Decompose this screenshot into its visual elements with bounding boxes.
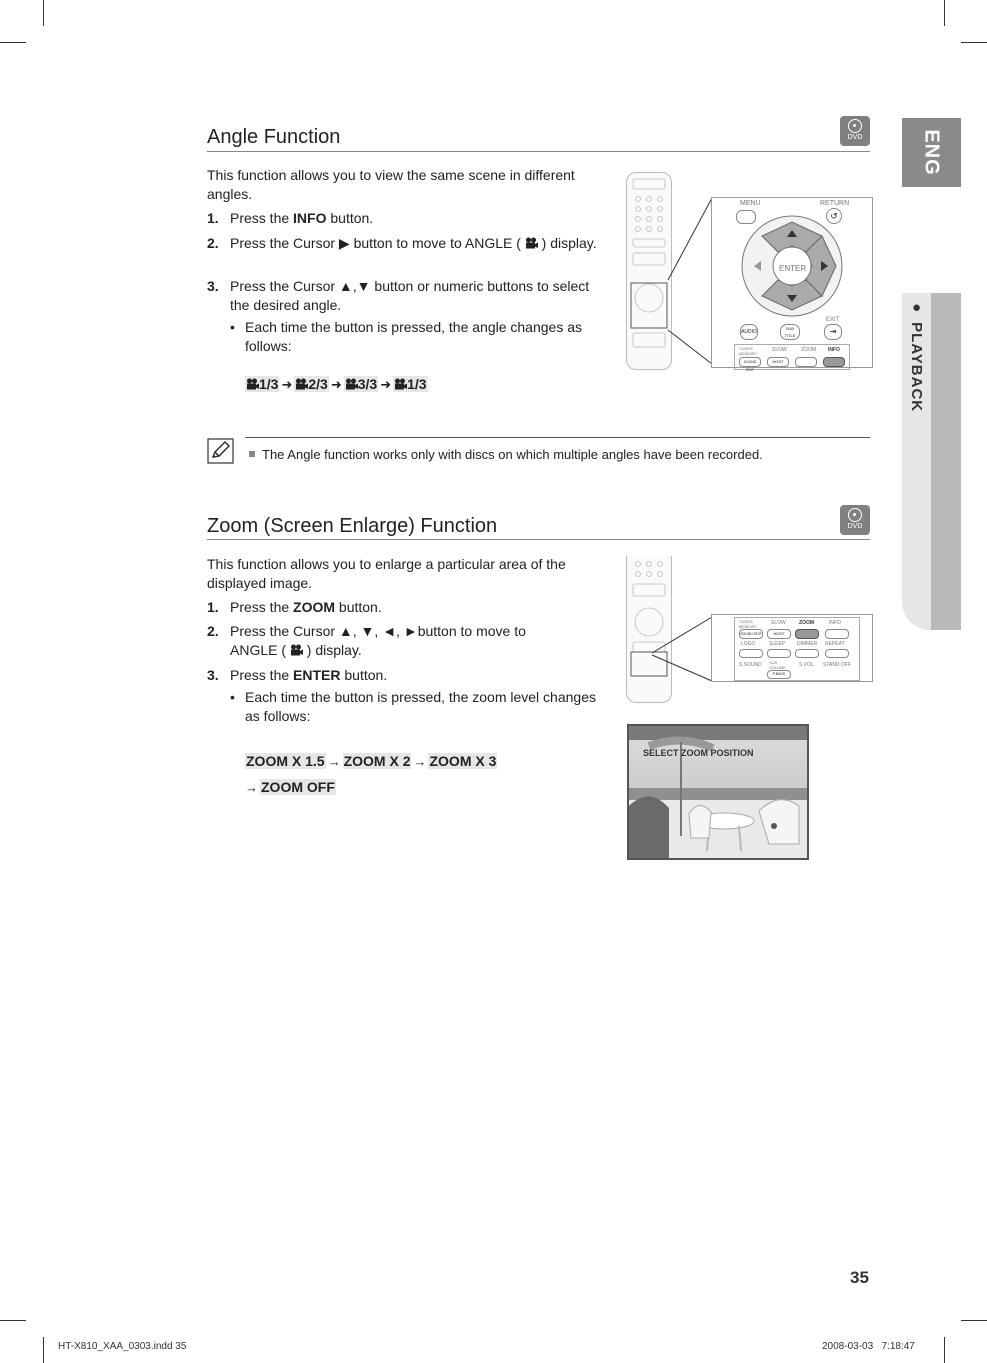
- angle-intro: This function allows you to view the same scene in different angles.: [207, 167, 575, 202]
- dimmer-button[interactable]: [795, 649, 819, 658]
- step-key: ENTER: [293, 667, 341, 683]
- step-number: 2.: [207, 235, 219, 251]
- return-button[interactable]: ↺: [826, 208, 842, 224]
- crop-mark: [43, 0, 44, 26]
- arrow-right-icon: →: [413, 754, 427, 769]
- step-text-pre: Press the: [230, 667, 294, 683]
- zoom-label: ZOOM: [801, 347, 816, 353]
- angle-seq-item: [344, 376, 378, 392]
- angle-title-rule: [207, 151, 870, 152]
- menu-label: MENU: [740, 200, 761, 207]
- sleep-label: SLEEP: [769, 641, 786, 647]
- step-text-post: button.: [326, 210, 374, 226]
- dimmer-label: DIMMER: [797, 641, 818, 647]
- remote-zoom-detail: [711, 614, 873, 682]
- zoom-title-rule: [207, 539, 870, 540]
- angle-sequence: [245, 374, 428, 395]
- sub-volume-label: SUB VOLUME: [769, 660, 786, 670]
- section-tab: [902, 293, 961, 630]
- crop-mark: [0, 42, 26, 43]
- section-label: ● PLAYBACK: [908, 299, 925, 413]
- repeat-button[interactable]: [825, 649, 849, 658]
- step-text-post: ) display.: [302, 642, 362, 658]
- info-label: INFO: [829, 620, 841, 626]
- tuner-memory-label: TUNER MEMORY: [739, 619, 757, 629]
- note-icon: [207, 438, 234, 464]
- step-text: [230, 622, 540, 660]
- step-text-pre: Press the: [230, 210, 294, 226]
- zoom-photo-caption: SELECT ZOOM POSITION: [643, 748, 754, 758]
- zoom-button[interactable]: [795, 629, 819, 639]
- bullet-dot: •: [230, 689, 235, 705]
- step-text-post: button.: [335, 599, 382, 615]
- info-button[interactable]: [823, 357, 845, 367]
- footer-file: HT-X810_XAA_0303.indd 35: [58, 1341, 187, 1352]
- step-text-pre: Press the Cursor ▶ button to move to ANGLE (: [230, 235, 525, 251]
- angle-camera-icon: [295, 378, 308, 390]
- arrow-right-icon: →: [245, 780, 258, 795]
- step-text: [230, 234, 608, 253]
- zoom-title: Zoom (Screen Enlarge) Function: [207, 515, 498, 537]
- angle-title: Angle Function: [207, 126, 341, 148]
- angle-note-text: The Angle function works only with discs on which multiple angles have been recorded.: [262, 447, 763, 462]
- zoom-screen-photo: [627, 724, 809, 860]
- step-number: 3.: [207, 667, 219, 683]
- zoom-seq-item: ZOOM X 1.5: [246, 753, 325, 769]
- step-text-pre: Press the: [230, 599, 294, 615]
- slow-label: SLOW: [771, 620, 786, 626]
- angle-seq-value: 2/3: [308, 376, 328, 392]
- angle-camera-icon: [290, 644, 303, 656]
- step-text-post: button.: [340, 667, 388, 683]
- slow-label: SLOW: [772, 347, 787, 353]
- step-key: ZOOM: [293, 599, 336, 615]
- s-sound-label: S.SOUND: [739, 662, 762, 668]
- step-text: Press the Cursor ▲,▼ button or numeric buttons to select the desired angle.: [230, 278, 590, 313]
- zoom-seq-item: ZOOM OFF: [261, 779, 335, 795]
- language-label: ENG: [921, 129, 943, 176]
- bullet-text: Each time the button is pressed, the angle changes as follows:: [245, 319, 582, 354]
- callout-lines: [650, 615, 714, 685]
- info-button[interactable]: [825, 629, 849, 639]
- most-button[interactable]: MO/ST: [767, 629, 791, 639]
- bottom-button-row: [734, 344, 850, 370]
- remote-zoom-detail: [711, 197, 873, 372]
- tuner-memory-label: TUNER MEMORY: [739, 346, 757, 356]
- zoom-seq-item: ZOOM X 3: [429, 753, 497, 769]
- bullet-dot: •: [230, 319, 235, 335]
- disc-icon: [848, 508, 862, 522]
- step-number: 1.: [207, 210, 219, 226]
- repeat-label: REPEAT: [825, 641, 845, 647]
- s-vol-label: S.VOL: [799, 662, 814, 668]
- angle-seq-item: [393, 376, 427, 392]
- sleep-button[interactable]: [767, 649, 791, 658]
- angle-camera-icon: [525, 237, 538, 249]
- step-text: [230, 598, 608, 617]
- subtitle-button[interactable]: SUB TITLE: [780, 324, 800, 340]
- angle-note: [249, 447, 763, 462]
- exit-button[interactable]: ⇥: [824, 324, 842, 340]
- angle-camera-icon: [345, 378, 358, 390]
- footer-timestamp: 2008-03-03 7:18:47: [822, 1341, 915, 1352]
- audio-button[interactable]: AUDIO: [740, 324, 758, 340]
- disc-icon: [848, 119, 862, 133]
- stand-off-label: STAND OFF: [823, 662, 851, 668]
- exit-label: EXIT: [826, 317, 840, 323]
- zoom-intro: This function allows you to enlarge a particular area of the displayed image.: [207, 556, 566, 591]
- dvd-badge: [840, 505, 870, 535]
- zoom-sequence-line-2: [245, 777, 336, 798]
- arrow-right-icon: ➜: [330, 377, 342, 392]
- step-text-pre: Press the Cursor ▲, ▼, ◄, ►button to move to ANGLE (: [230, 623, 526, 658]
- dvd-badge-label: DVD: [847, 523, 863, 530]
- page-number: 35: [850, 1268, 869, 1287]
- angle-seq-value: 1/3: [259, 376, 279, 392]
- step-text: [230, 666, 608, 685]
- angle-seq-value: 3/3: [357, 376, 378, 392]
- square-bullet-icon: [249, 451, 255, 457]
- return-label: RETURN: [820, 200, 850, 207]
- note-rule: [245, 437, 870, 438]
- step-text: [230, 209, 608, 228]
- patio-photo-graphic: [629, 726, 807, 858]
- dvd-badge-label: DVD: [847, 134, 863, 141]
- crop-mark: [944, 0, 945, 26]
- crop-mark: [961, 1320, 987, 1321]
- zoom-sequence-line-1: [245, 751, 497, 772]
- step-number: 1.: [207, 599, 219, 615]
- bullet-text: Each time the button is pressed, the zoom level changes as follows:: [245, 689, 596, 724]
- angle-seq-item: [245, 376, 279, 392]
- crop-mark: [43, 1337, 44, 1363]
- section-label-wrap: [902, 293, 931, 636]
- zoom-label: ZOOM: [799, 620, 814, 626]
- angle-camera-icon: [394, 378, 407, 390]
- p-bass-button[interactable]: P.BASS: [767, 670, 791, 679]
- step-number: 3.: [207, 278, 219, 294]
- angle-seq-value: 1/3: [407, 376, 427, 392]
- language-tab: [902, 118, 961, 187]
- step-text-post: ) display.: [537, 235, 597, 251]
- section-tab-bar: [931, 293, 961, 630]
- step-number: 2.: [207, 623, 219, 639]
- step-key: INFO: [293, 210, 327, 226]
- most-button[interactable]: MO/ST: [767, 357, 789, 367]
- crop-mark: [961, 42, 987, 43]
- arrow-right-icon: ➜: [380, 377, 392, 392]
- arrow-right-icon: →: [327, 754, 341, 769]
- crop-mark: [0, 1320, 26, 1321]
- sound-edit-button[interactable]: SOUND EDIT: [739, 629, 763, 639]
- logo-button[interactable]: [739, 649, 763, 658]
- callout-lines: [664, 196, 714, 366]
- zoom-button[interactable]: [795, 357, 817, 367]
- info-label: INFO: [828, 347, 840, 353]
- logo-label: LOGO: [741, 641, 756, 647]
- angle-seq-item: [294, 376, 328, 392]
- zoom-seq-item: ZOOM X 2: [343, 753, 411, 769]
- crop-mark: [944, 1337, 945, 1363]
- dvd-badge: [840, 116, 870, 146]
- button-grid: [734, 617, 860, 681]
- angle-camera-icon: [246, 378, 259, 390]
- enter-label: ENTER: [779, 264, 807, 273]
- sound-edit-button[interactable]: SOUND EDIT: [739, 357, 761, 367]
- section-label-text: PLAYBACK: [908, 322, 925, 413]
- arrow-right-icon: ➜: [281, 377, 293, 392]
